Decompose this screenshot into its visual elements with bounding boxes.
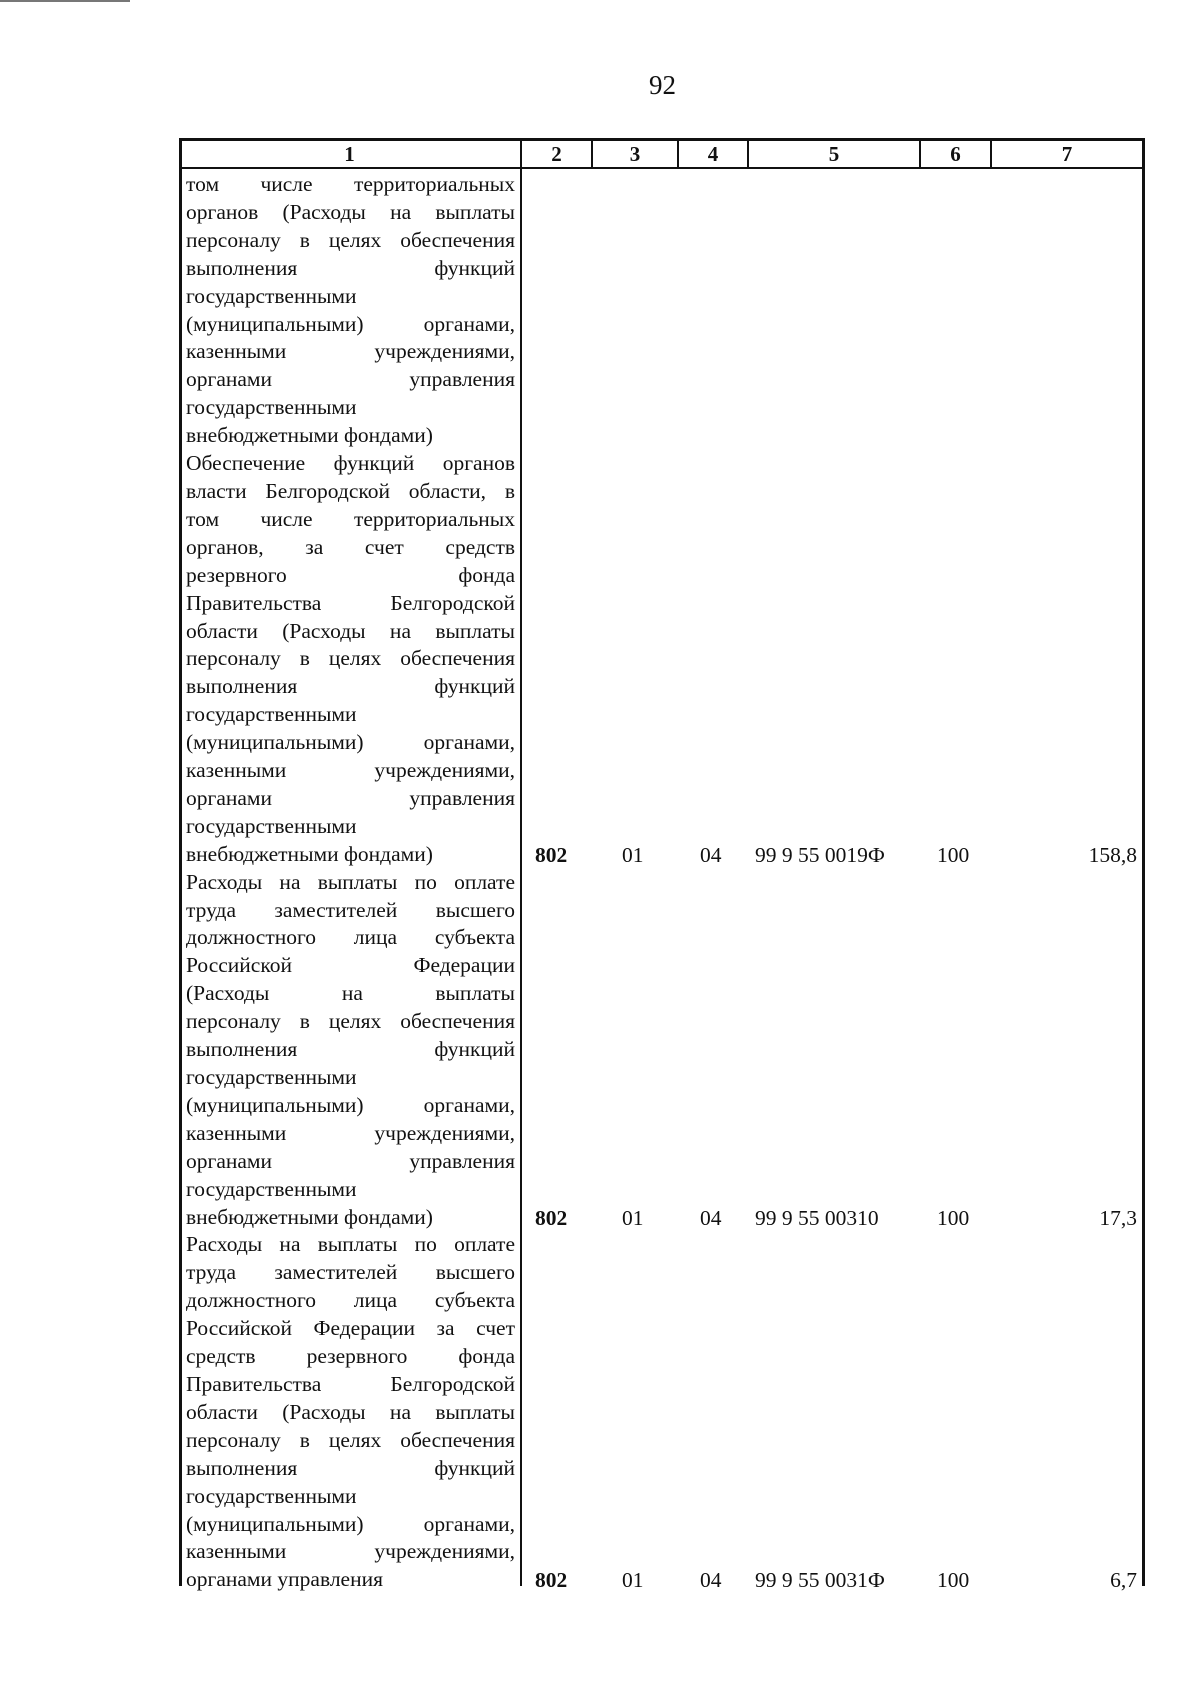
header-col-3: 3: [629, 142, 641, 166]
description-line: казенными учреждениями,: [186, 1120, 515, 1145]
description-line: власти Белгородской области, в: [186, 478, 515, 503]
ved-code: 802: [535, 1568, 568, 1592]
description-line: государственными: [186, 813, 357, 838]
description-line: Расходы на выплаты по оплате: [186, 869, 515, 894]
description-line: персоналу в целях обеспечения: [186, 227, 515, 252]
header-col-5: 5: [828, 142, 840, 166]
description-line: резервного фонда: [186, 562, 515, 587]
description-line: должностного лица субъекта: [186, 925, 515, 950]
description-line: персоналу в целях обеспечения: [186, 646, 515, 671]
description-line: государственными: [186, 395, 357, 420]
description-line: (муниципальными) органами,: [186, 311, 515, 336]
section-code: 01: [622, 1568, 644, 1592]
amount-value: 17,3: [1099, 1206, 1137, 1230]
description-line: выполнения функций: [186, 674, 515, 699]
description-line: (муниципальными) органами,: [186, 1511, 515, 1536]
description-line: области (Расходы на выплаты: [186, 1399, 515, 1424]
description-line: персоналу в целях обеспечения: [186, 1009, 515, 1034]
table-row: [179, 1566, 1145, 1594]
header-col-6: 6: [950, 142, 961, 166]
header-col-4: 4: [707, 142, 719, 166]
description-column-text: [186, 171, 515, 1594]
description-line: органами управления: [186, 1567, 383, 1592]
description-line: труда заместителей высшего: [186, 1260, 515, 1285]
description-line: государственными: [186, 1483, 357, 1508]
expense-type-code: 100: [937, 843, 970, 867]
description-line: труда заместителей высшего: [186, 897, 515, 922]
table-row: [179, 841, 1145, 869]
budget-table: [179, 138, 1145, 1592]
description-line: казенными учреждениями,: [186, 339, 515, 364]
header-col-7: 7: [1061, 142, 1073, 166]
description-line: (Расходы на выплаты: [186, 981, 515, 1006]
description-line: органами управления: [186, 1148, 515, 1173]
expense-type-code: 100: [937, 1568, 970, 1592]
description-line: органов, за счет средств: [186, 534, 515, 559]
target-article-code: 99 9 55 0031Ф: [755, 1568, 885, 1592]
target-article-code: 99 9 55 0019Ф: [755, 843, 885, 867]
description-line: Правительства Белгородской: [186, 1371, 515, 1396]
subsection-code: 04: [700, 1206, 722, 1230]
description-line: выполнения функций: [186, 255, 515, 280]
description-line: органами управления: [186, 367, 515, 392]
header-col-2: 2: [551, 142, 562, 166]
description-line: выполнения функций: [186, 1037, 515, 1062]
description-line: Обеспечение функций органов: [186, 451, 515, 476]
description-line: (муниципальными) органами,: [186, 730, 515, 755]
section-code: 01: [622, 1206, 644, 1230]
description-line: государственными: [186, 1065, 357, 1089]
description-line: выполнения функций: [186, 1455, 515, 1480]
target-article-code: 99 9 55 00310: [755, 1206, 879, 1230]
expense-type-code: 100: [937, 1206, 970, 1230]
description-line: том числе территориальных: [186, 506, 515, 531]
section-code: 01: [622, 843, 644, 867]
description-line: Правительства Белгородской: [186, 590, 515, 615]
subsection-code: 04: [700, 843, 722, 867]
description-line: том числе территориальных: [186, 172, 515, 196]
ved-code: 802: [535, 1206, 568, 1230]
description-line: (муниципальными) органами,: [186, 1092, 515, 1117]
ved-code: 802: [535, 843, 568, 867]
description-line: персоналу в целях обеспечения: [186, 1427, 515, 1452]
subsection-code: 04: [700, 1568, 722, 1592]
description-line: должностного лица субъекта: [186, 1288, 515, 1313]
description-line: Российской Федерации: [186, 953, 515, 978]
description-line: средств резервного фонда: [186, 1344, 515, 1369]
description-line: государственными: [186, 702, 357, 727]
page-number: 92: [649, 70, 676, 100]
description-line: казенными учреждениями,: [186, 758, 515, 783]
description-line: внебюджетными фондами): [186, 841, 433, 866]
amount-value: 158,8: [1088, 843, 1137, 867]
description-line: органов (Расходы на выплаты: [186, 199, 515, 224]
description-line: внебюджетными фондами): [186, 1204, 433, 1229]
description-line: государственными: [186, 283, 357, 308]
description-line: внебюджетными фондами): [186, 423, 433, 448]
description-line: Российской Федерации за счет: [186, 1316, 515, 1341]
header-col-1: 1: [344, 142, 355, 166]
description-line: Расходы на выплаты по оплате: [186, 1232, 515, 1257]
description-line: казенными учреждениями,: [186, 1539, 515, 1564]
description-line: органами управления: [186, 785, 515, 810]
table-row: [179, 1204, 1145, 1232]
description-line: области (Расходы на выплаты: [186, 618, 515, 643]
amount-value: 6,7: [1110, 1568, 1137, 1592]
description-line: государственными: [186, 1176, 357, 1201]
scan-margin-mark: [0, 0, 130, 2]
